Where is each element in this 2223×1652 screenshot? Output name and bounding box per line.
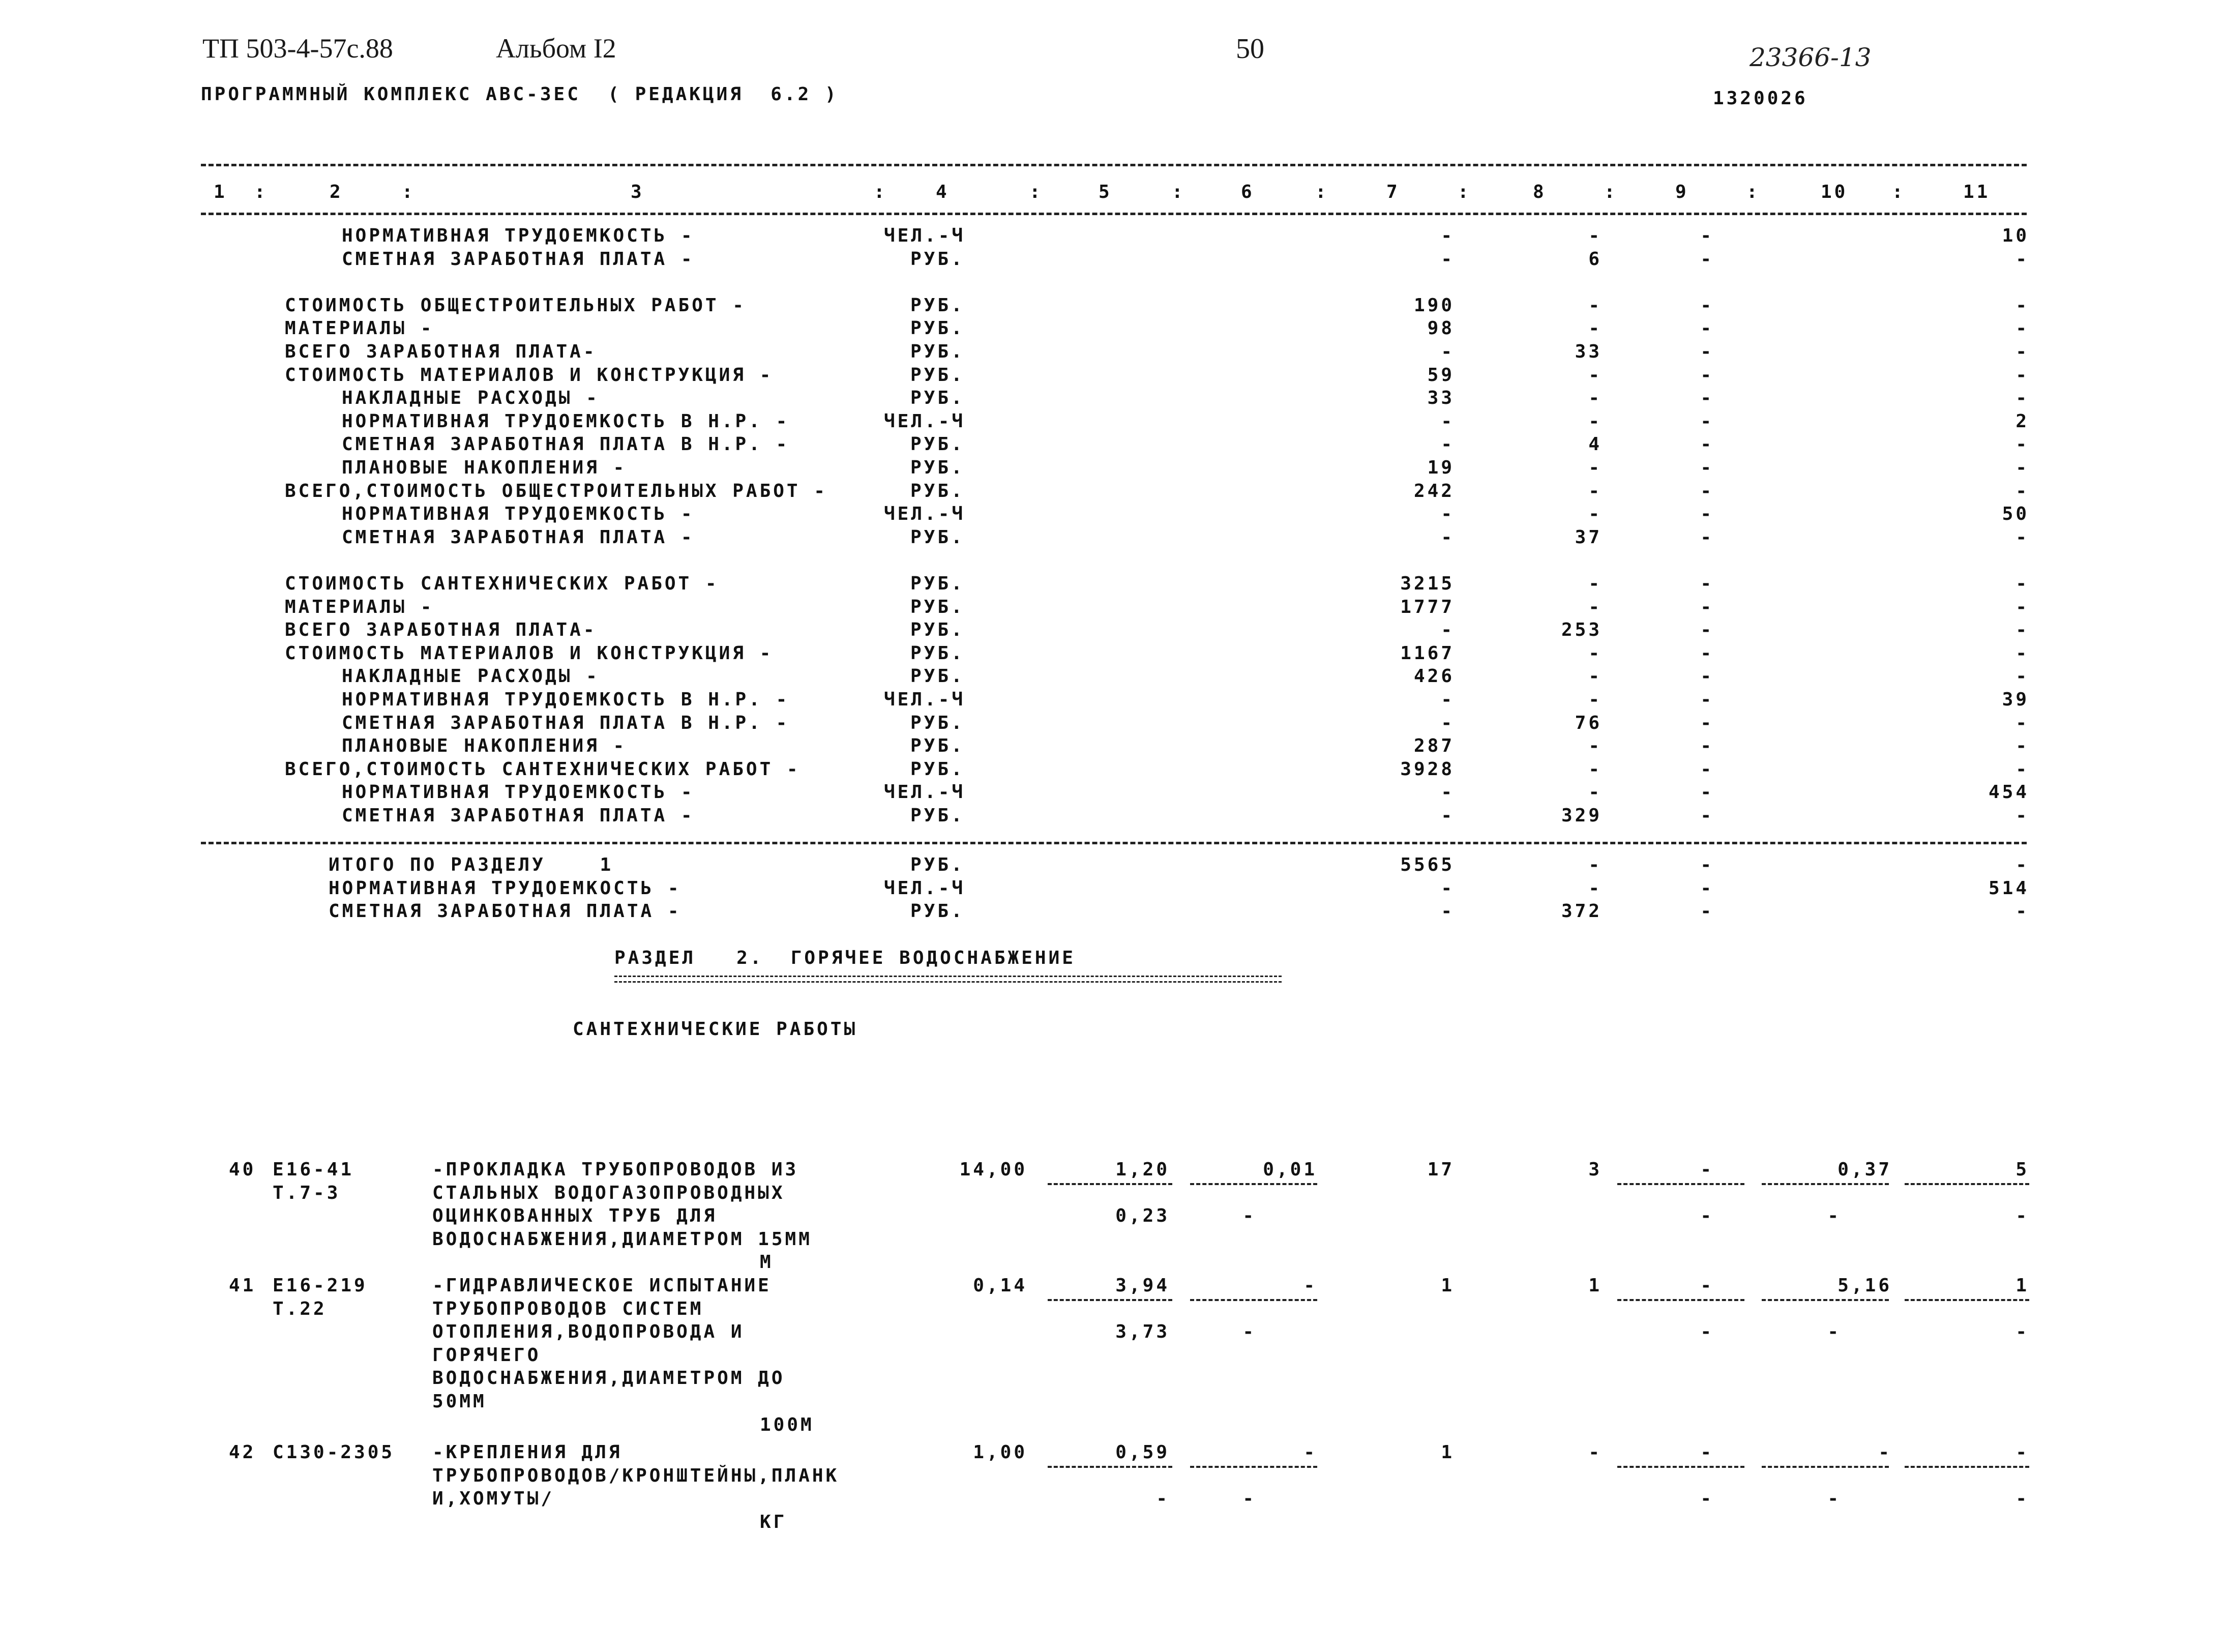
item-col9-bottom: - [1700,1488,1714,1510]
item-code-secondary: Т.7-3 [273,1182,341,1203]
column-number-5: 5 [1099,182,1112,202]
summary-col11: - [2015,388,2029,409]
summary-unit: РУБ. [910,480,965,501]
column-separator: : [254,182,268,202]
summary-col9: - [1700,457,1714,478]
summary-col8: 37 [1575,526,1602,548]
item-col5-top: 3,94 [1115,1275,1170,1296]
item-col10-bottom: - [1827,1205,1841,1227]
summary-label: НОРМАТИВНАЯ ТРУДОЕМКОСТЬ - [342,225,695,246]
summary-label: СТОИМОСТЬ САНТЕХНИЧЕСКИХ РАБОТ - [285,573,719,594]
summary-col9: - [1700,782,1714,803]
summary-col11: - [2015,642,2029,664]
total-col8: 372 [1561,901,1602,922]
summary-label: СМЕТНАЯ ЗАРАБОТНАЯ ПЛАТА В Н.Р. - [342,434,790,455]
section-total-rule [201,842,2027,844]
summary-col9: - [1700,689,1714,710]
total-col9: - [1700,877,1714,899]
summary-label: НОРМАТИВНАЯ ТРУДОЕМКОСТЬ В Н.Р. - [342,689,790,710]
summary-col7: 3215 [1400,573,1455,594]
summary-label: МАТЕРИАЛЫ - [285,596,434,617]
column-number-4: 4 [936,182,950,202]
total-unit: ЧЕЛ.-Ч [884,877,966,899]
item-number: 40 [229,1159,256,1180]
total-col11: - [2015,854,2029,875]
summary-col8: 4 [1588,434,1602,455]
item-col5-top: 0,59 [1115,1442,1170,1463]
item-col9-top: - [1700,1442,1714,1463]
summary-col8: 253 [1561,620,1602,641]
summary-label: НОРМАТИВНАЯ ТРУДОЕМКОСТЬ - [342,504,695,525]
item-col11-divider [1905,1299,2029,1301]
item-col10-top: 0,37 [1837,1159,1892,1180]
column-number-2: 2 [330,182,343,202]
item-description-line: -ГИДРАВЛИЧЕСКОЕ ИСПЫТАНИЕ [432,1275,772,1296]
item-col11-bottom: - [2015,1321,2029,1343]
item-description-line: СТАЛЬНЫХ ВОДОГАЗОПРОВОДНЫХ [432,1182,785,1203]
summary-col8: 76 [1575,712,1602,733]
summary-label: НОРМАТИВНАЯ ТРУДОЕМКОСТЬ В Н.Р. - [342,410,790,432]
summary-col8: - [1588,573,1602,594]
total-col7: - [1441,901,1455,922]
summary-col11: 39 [2002,689,2029,710]
item-col6-bottom: - [1242,1321,1256,1343]
total-label: СМЕТНАЯ ЗАРАБОТНАЯ ПЛАТА - [329,901,681,922]
column-number-8: 8 [1533,182,1547,202]
item-col10-divider [1762,1466,1889,1468]
item-col5-divider [1048,1466,1172,1468]
summary-col7: - [1441,620,1455,641]
summary-label: СМЕТНАЯ ЗАРАБОТНАЯ ПЛАТА - [342,805,695,826]
summary-label: СТОИМОСТЬ МАТЕРИАЛОВ И КОНСТРУКЦИЯ - [285,642,774,664]
item-number: 41 [229,1275,256,1296]
total-unit: РУБ. [910,854,965,875]
summary-unit: РУБ. [910,434,965,455]
item-unit: М [760,1252,774,1273]
summary-col11: 50 [2002,504,2029,525]
item-col10-top: 5,16 [1837,1275,1892,1296]
summary-col11: - [2015,596,2029,617]
summary-unit: ЧЕЛ.-Ч [884,410,966,432]
summary-col11: - [2015,318,2029,339]
summary-col7: 1167 [1400,642,1455,664]
page-number: 50 [1236,33,1264,65]
summary-col7: 3928 [1400,758,1455,780]
summary-col8: - [1588,388,1602,409]
item-description-line: -КРЕПЛЕНИЯ ДЛЯ [432,1442,623,1463]
column-number-3: 3 [631,182,644,202]
item-quantity: 1,00 [973,1442,1027,1463]
summary-col11: 2 [2015,410,2029,432]
column-number-9: 9 [1675,182,1689,202]
summary-col11: - [2015,666,2029,687]
summary-unit: РУБ. [910,712,965,733]
item-col10-bottom: - [1827,1321,1841,1343]
column-separator: : [1315,182,1329,202]
item-col5-bottom: 3,73 [1115,1321,1170,1343]
summary-col11: - [2015,758,2029,780]
handwritten-reference: 23366-13 [1750,43,1872,72]
item-col11-bottom: - [2015,1205,2029,1227]
item-col10-divider [1762,1299,1889,1301]
summary-col7: 59 [1427,364,1455,386]
summary-col9: - [1700,294,1714,316]
summary-col8: 33 [1575,341,1602,362]
summary-unit: РУБ. [910,735,965,757]
summary-col11: - [2015,805,2029,826]
total-col7: 5565 [1400,854,1455,875]
item-col11-divider [1905,1466,2029,1468]
column-number-1: 1 [214,182,227,202]
summary-label: ПЛАНОВЫЕ НАКОПЛЕНИЯ - [342,457,627,478]
item-col9-divider [1617,1466,1744,1468]
total-col11: 514 [1988,877,2029,899]
summary-col9: - [1700,388,1714,409]
item-col5-top: 1,20 [1115,1159,1170,1180]
item-col6-top: - [1303,1275,1317,1296]
summary-unit: РУБ. [910,642,965,664]
summary-col11: - [2015,364,2029,386]
document-code: ТП 503-4-57с.88 [202,33,393,64]
section-2-underline [614,976,1282,983]
item-col8: 1 [1588,1275,1602,1296]
summary-unit: РУБ. [910,573,965,594]
summary-label: НАКЛАДНЫЕ РАСХОДЫ - [342,388,600,409]
summary-unit: РУБ. [910,596,965,617]
summary-col9: - [1700,341,1714,362]
summary-col11: - [2015,434,2029,455]
item-col5-bottom: 0,23 [1115,1205,1170,1227]
header-rule-bottom [201,213,2027,215]
item-col6-divider [1190,1466,1317,1468]
summary-label: СТОИМОСТЬ ОБЩЕСТРОИТЕЛЬНЫХ РАБОТ - [285,294,746,316]
column-separator: : [1604,182,1618,202]
item-col5-bottom: - [1156,1488,1170,1510]
summary-unit: РУБ. [910,294,965,316]
summary-col7: - [1441,526,1455,548]
summary-label: ПЛАНОВЫЕ НАКОПЛЕНИЯ - [342,735,627,757]
summary-col7: - [1441,225,1455,246]
item-col10-bottom: - [1827,1488,1841,1510]
summary-col7: 426 [1413,666,1455,687]
summary-col7: 242 [1413,480,1455,501]
item-col8: 3 [1588,1159,1602,1180]
item-col9-divider [1617,1183,1744,1185]
item-description-line: И,ХОМУТЫ/ [432,1488,555,1510]
summary-col9: - [1700,805,1714,826]
summary-col8: 329 [1561,805,1602,826]
item-description-line: -ПРОКЛАДКА ТРУБОПРОВОДОВ ИЗ [432,1159,799,1180]
item-col6-divider [1190,1299,1317,1301]
column-separator: : [1029,182,1043,202]
item-col7: 1 [1441,1442,1455,1463]
summary-col7: - [1441,504,1455,525]
item-col11-divider [1905,1183,2029,1185]
total-col8: - [1588,854,1602,875]
item-col11-top: 5 [2015,1159,2029,1180]
item-code: С130-2305 [273,1442,395,1463]
column-number-11: 11 [1963,182,1991,202]
summary-col8: - [1588,642,1602,664]
column-number-7: 7 [1386,182,1400,202]
summary-col11: - [2015,294,2029,316]
summary-col9: - [1700,318,1714,339]
summary-col7: 98 [1427,318,1455,339]
item-col7: 1 [1441,1275,1455,1296]
summary-label: ВСЕГО,СТОИМОСТЬ ОБЩЕСТРОИТЕЛЬНЫХ РАБОТ - [285,480,827,501]
item-col8: - [1588,1442,1602,1463]
item-col6-top: - [1303,1442,1317,1463]
item-code: Е16-41 [273,1159,354,1180]
item-col10-top: - [1878,1442,1892,1463]
item-col6-divider [1190,1183,1317,1185]
summary-col9: - [1700,712,1714,733]
item-description-line: ТРУБОПРОВОДОВ/КРОНШТЕЙНЫ,ПЛАНК [432,1465,840,1486]
summary-col8: - [1588,364,1602,386]
column-number-10: 10 [1821,182,1848,202]
summary-col11: - [2015,526,2029,548]
summary-col8: - [1588,758,1602,780]
summary-col8: - [1588,457,1602,478]
summary-col7: - [1441,805,1455,826]
summary-col11: - [2015,620,2029,641]
item-number: 42 [229,1442,256,1463]
total-col7: - [1441,877,1455,899]
album-label: Альбом I2 [496,33,616,64]
summary-col11: 454 [1988,782,2029,803]
item-col11-bottom: - [2015,1488,2029,1510]
total-label: ИТОГО ПО РАЗДЕЛУ 1 [329,854,614,875]
summary-unit: РУБ. [910,666,965,687]
column-separator: : [1892,182,1906,202]
summary-label: ВСЕГО,СТОИМОСТЬ САНТЕХНИЧЕСКИХ РАБОТ - [285,758,801,780]
item-quantity: 0,14 [973,1275,1027,1296]
summary-col7: - [1441,248,1455,270]
column-number-6: 6 [1241,182,1255,202]
item-col6-bottom: - [1242,1205,1256,1227]
summary-unit: РУБ. [910,364,965,386]
summary-col7: 287 [1413,735,1455,757]
item-col9-divider [1617,1299,1744,1301]
summary-col7: 33 [1427,388,1455,409]
summary-label: МАТЕРИАЛЫ - [285,318,434,339]
summary-col7: 190 [1413,294,1455,316]
item-unit: 100М [760,1414,814,1435]
summary-col8: - [1588,596,1602,617]
item-description-line: ГОРЯЧЕГО [432,1344,541,1366]
summary-col8: - [1588,225,1602,246]
summary-col9: - [1700,248,1714,270]
summary-unit: РУБ. [910,526,965,548]
summary-col11: - [2015,480,2029,501]
summary-col11: - [2015,735,2029,757]
summary-col7: - [1441,782,1455,803]
item-col9-bottom: - [1700,1321,1714,1343]
document-number: 1320026 [1713,88,1808,109]
item-description-line: ВОДОСНАБЖЕНИЯ,ДИАМЕТРОМ ДО [432,1368,785,1389]
summary-unit: ЧЕЛ.-Ч [884,225,966,246]
item-col10-divider [1762,1183,1889,1185]
summary-label: СМЕТНАЯ ЗАРАБОТНАЯ ПЛАТА - [342,526,695,548]
item-col11-top: 1 [2015,1275,2029,1296]
summary-col9: - [1700,480,1714,501]
summary-col11: 10 [2002,225,2029,246]
summary-unit: РУБ. [910,758,965,780]
summary-col8: - [1588,294,1602,316]
total-col11: - [2015,901,2029,922]
column-separator: : [874,182,887,202]
summary-col9: - [1700,364,1714,386]
summary-label: СТОИМОСТЬ МАТЕРИАЛОВ И КОНСТРУКЦИЯ - [285,364,774,386]
item-col7: 17 [1427,1159,1455,1180]
summary-col9: - [1700,620,1714,641]
total-col8: - [1588,877,1602,899]
summary-unit: ЧЕЛ.-Ч [884,689,966,710]
summary-col9: - [1700,666,1714,687]
summary-unit: ЧЕЛ.-Ч [884,782,966,803]
item-description-line: ТРУБОПРОВОДОВ СИСТЕМ [432,1298,704,1319]
summary-unit: РУБ. [910,318,965,339]
column-separator: : [402,182,416,202]
item-col5-divider [1048,1299,1172,1301]
summary-col9: - [1700,526,1714,548]
summary-col8: - [1588,318,1602,339]
summary-col7: 1777 [1400,596,1455,617]
summary-col7: - [1441,410,1455,432]
summary-col8: - [1588,782,1602,803]
summary-col9: - [1700,596,1714,617]
summary-col7: - [1441,434,1455,455]
summary-unit: РУБ. [910,388,965,409]
item-col6-top: 0,01 [1263,1159,1317,1180]
section-2-subtitle: САНТЕХНИЧЕСКИЕ РАБОТЫ [573,1019,858,1040]
summary-col9: - [1700,434,1714,455]
summary-col11: - [2015,573,2029,594]
item-quantity: 14,00 [959,1159,1027,1180]
summary-label: НОРМАТИВНАЯ ТРУДОЕМКОСТЬ - [342,782,695,803]
summary-label: ВСЕГО ЗАРАБОТНАЯ ПЛАТА- [285,620,597,641]
item-code: Е16-219 [273,1275,368,1296]
summary-col7: 19 [1427,457,1455,478]
summary-col9: - [1700,735,1714,757]
total-col9: - [1700,854,1714,875]
summary-col7: - [1441,341,1455,362]
summary-col11: - [2015,712,2029,733]
summary-col8: 6 [1588,248,1602,270]
summary-unit: РУБ. [910,620,965,641]
item-col6-bottom: - [1242,1488,1256,1510]
column-separator: : [1458,182,1471,202]
summary-col8: - [1588,666,1602,687]
summary-unit: РУБ. [910,248,965,270]
item-col9-bottom: - [1700,1205,1714,1227]
item-col9-top: - [1700,1275,1714,1296]
summary-col9: - [1700,758,1714,780]
item-description-line: ВОДОСНАБЖЕНИЯ,ДИАМЕТРОМ 15ММ [432,1228,812,1250]
total-col9: - [1700,901,1714,922]
summary-unit: РУБ. [910,341,965,362]
summary-unit: ЧЕЛ.-Ч [884,504,966,525]
summary-col9: - [1700,573,1714,594]
summary-col8: - [1588,504,1602,525]
item-col11-top: - [2015,1442,2029,1463]
column-separator: : [1172,182,1185,202]
summary-col11: - [2015,457,2029,478]
item-col9-top: - [1700,1159,1714,1180]
summary-label: СМЕТНАЯ ЗАРАБОТНАЯ ПЛАТА - [342,248,695,270]
header-rule-top [201,164,2027,166]
summary-col9: - [1700,504,1714,525]
item-code-secondary: Т.22 [273,1298,327,1319]
summary-label: ВСЕГО ЗАРАБОТНАЯ ПЛАТА- [285,341,597,362]
total-unit: РУБ. [910,901,965,922]
column-separator: : [1746,182,1760,202]
summary-col9: - [1700,225,1714,246]
summary-col7: - [1441,712,1455,733]
total-label: НОРМАТИВНАЯ ТРУДОЕМКОСТЬ - [329,877,681,899]
summary-col11: - [2015,248,2029,270]
item-col5-divider [1048,1183,1172,1185]
summary-col8: - [1588,689,1602,710]
item-description-line: 50ММ [432,1391,487,1412]
section-2-title: РАЗДЕЛ 2. ГОРЯЧЕЕ ВОДОСНАБЖЕНИЕ [614,948,1076,968]
summary-label: СМЕТНАЯ ЗАРАБОТНАЯ ПЛАТА В Н.Р. - [342,712,790,733]
summary-col8: - [1588,410,1602,432]
summary-col7: - [1441,689,1455,710]
summary-label: НАКЛАДНЫЕ РАСХОДЫ - [342,666,600,687]
summary-unit: РУБ. [910,805,965,826]
summary-col9: - [1700,642,1714,664]
item-description-line: ОТОПЛЕНИЯ,ВОДОПРОВОДА И [432,1321,745,1343]
summary-col11: - [2015,341,2029,362]
summary-unit: РУБ. [910,457,965,478]
program-line: ПРОГРАММНЫЙ КОМПЛЕКС АВС-3ЕС ( РЕДАКЦИЯ 6.2 ) [201,84,839,105]
summary-col8: - [1588,735,1602,757]
item-unit: КГ [760,1511,787,1532]
summary-col9: - [1700,410,1714,432]
summary-col8: - [1588,480,1602,501]
item-description-line: ОЦИНКОВАННЫХ ТРУБ ДЛЯ [432,1205,718,1227]
